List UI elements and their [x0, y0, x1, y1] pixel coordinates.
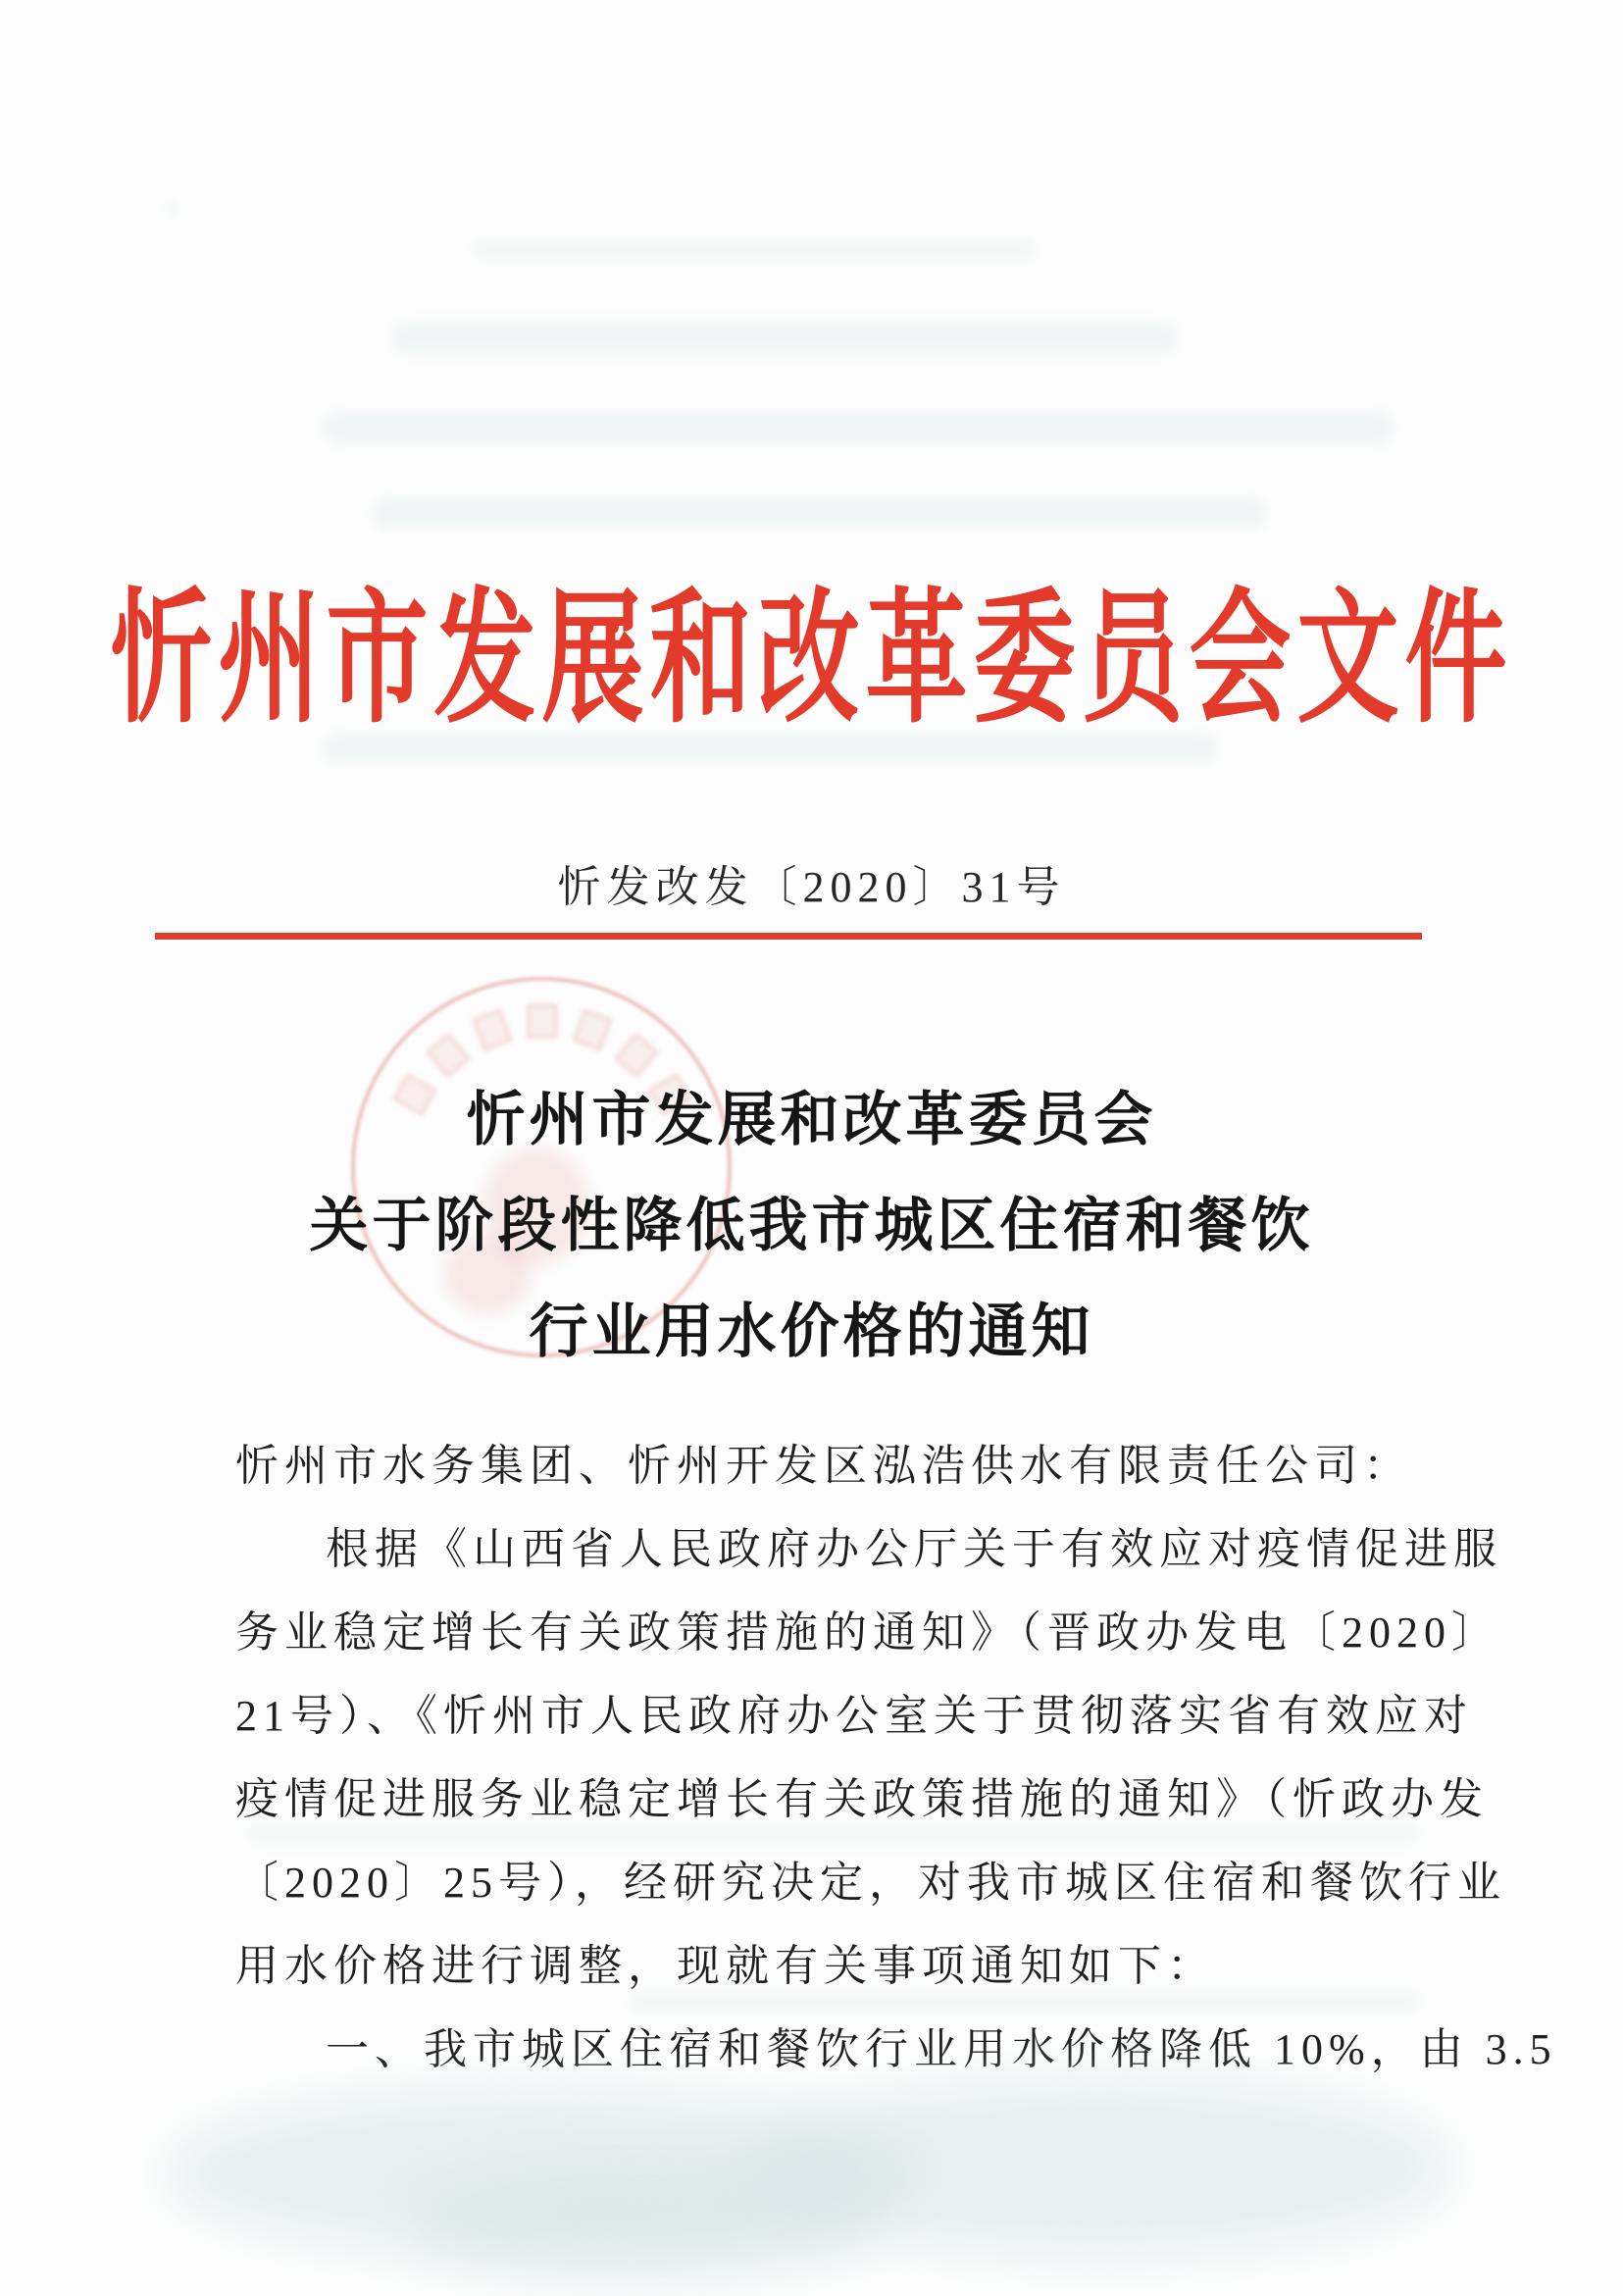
body-line: 用水价格进行调整，现就有关事项通知如下：	[235, 1942, 1216, 1990]
document-number: 忻发改发〔2020〕31号	[557, 863, 1066, 911]
bleed-through-artifact	[471, 237, 1040, 263]
seal-arc-glyph	[528, 1004, 557, 1038]
seal-arc-glyph	[473, 1009, 512, 1050]
body-line: 根据《山西省人民政府办公厅关于有效应对疫情促进服	[326, 1525, 1502, 1573]
red-header-title: 忻州市发展和改革委员会文件	[110, 580, 1513, 741]
red-divider-rule	[155, 933, 1422, 940]
body-line: 21号）、《忻州市人民政府办公室关于贯彻落实省有效应对	[235, 1692, 1473, 1740]
scan-smudge-artifact	[167, 2089, 912, 2256]
notice-title	[0, 1067, 1623, 1385]
bleed-through-artifact	[373, 498, 1265, 528]
body-line: 务业稳定增长有关政策措施的通知》（晋政办发电〔2020〕	[235, 1608, 1500, 1657]
body-line: 疫情促进服务业稳定增长有关政策措施的通知》（忻政办发	[235, 1775, 1489, 1823]
bleed-through-artifact	[392, 324, 1177, 353]
seal-arc-glyph	[573, 1009, 612, 1050]
notice-body	[235, 1424, 1557, 2091]
scan-smudge-artifact	[412, 2168, 883, 2275]
body-line: 〔2020〕25号），经研究决定，对我市城区住宿和餐饮行业	[235, 1859, 1506, 1907]
notice-title-line: 关于阶段性降低我市城区住宿和餐饮	[309, 1194, 1314, 1258]
salutation-line: 忻州市水务集团、忻州开发区泓浩供水有限责任公司：	[235, 1442, 1412, 1490]
scan-smudge-artifact	[745, 2079, 1451, 2256]
body-line: 一、我市城区住宿和餐饮行业用水价格降低 10%，由 3.5	[326, 2025, 1557, 2073]
notice-title-line: 行业用水价格的通知	[529, 1300, 1094, 1364]
bleed-through-artifact	[324, 412, 1393, 443]
bleed-through-artifact	[165, 196, 178, 222]
notice-title-line: 忻州市发展和改革委员会	[466, 1088, 1157, 1152]
